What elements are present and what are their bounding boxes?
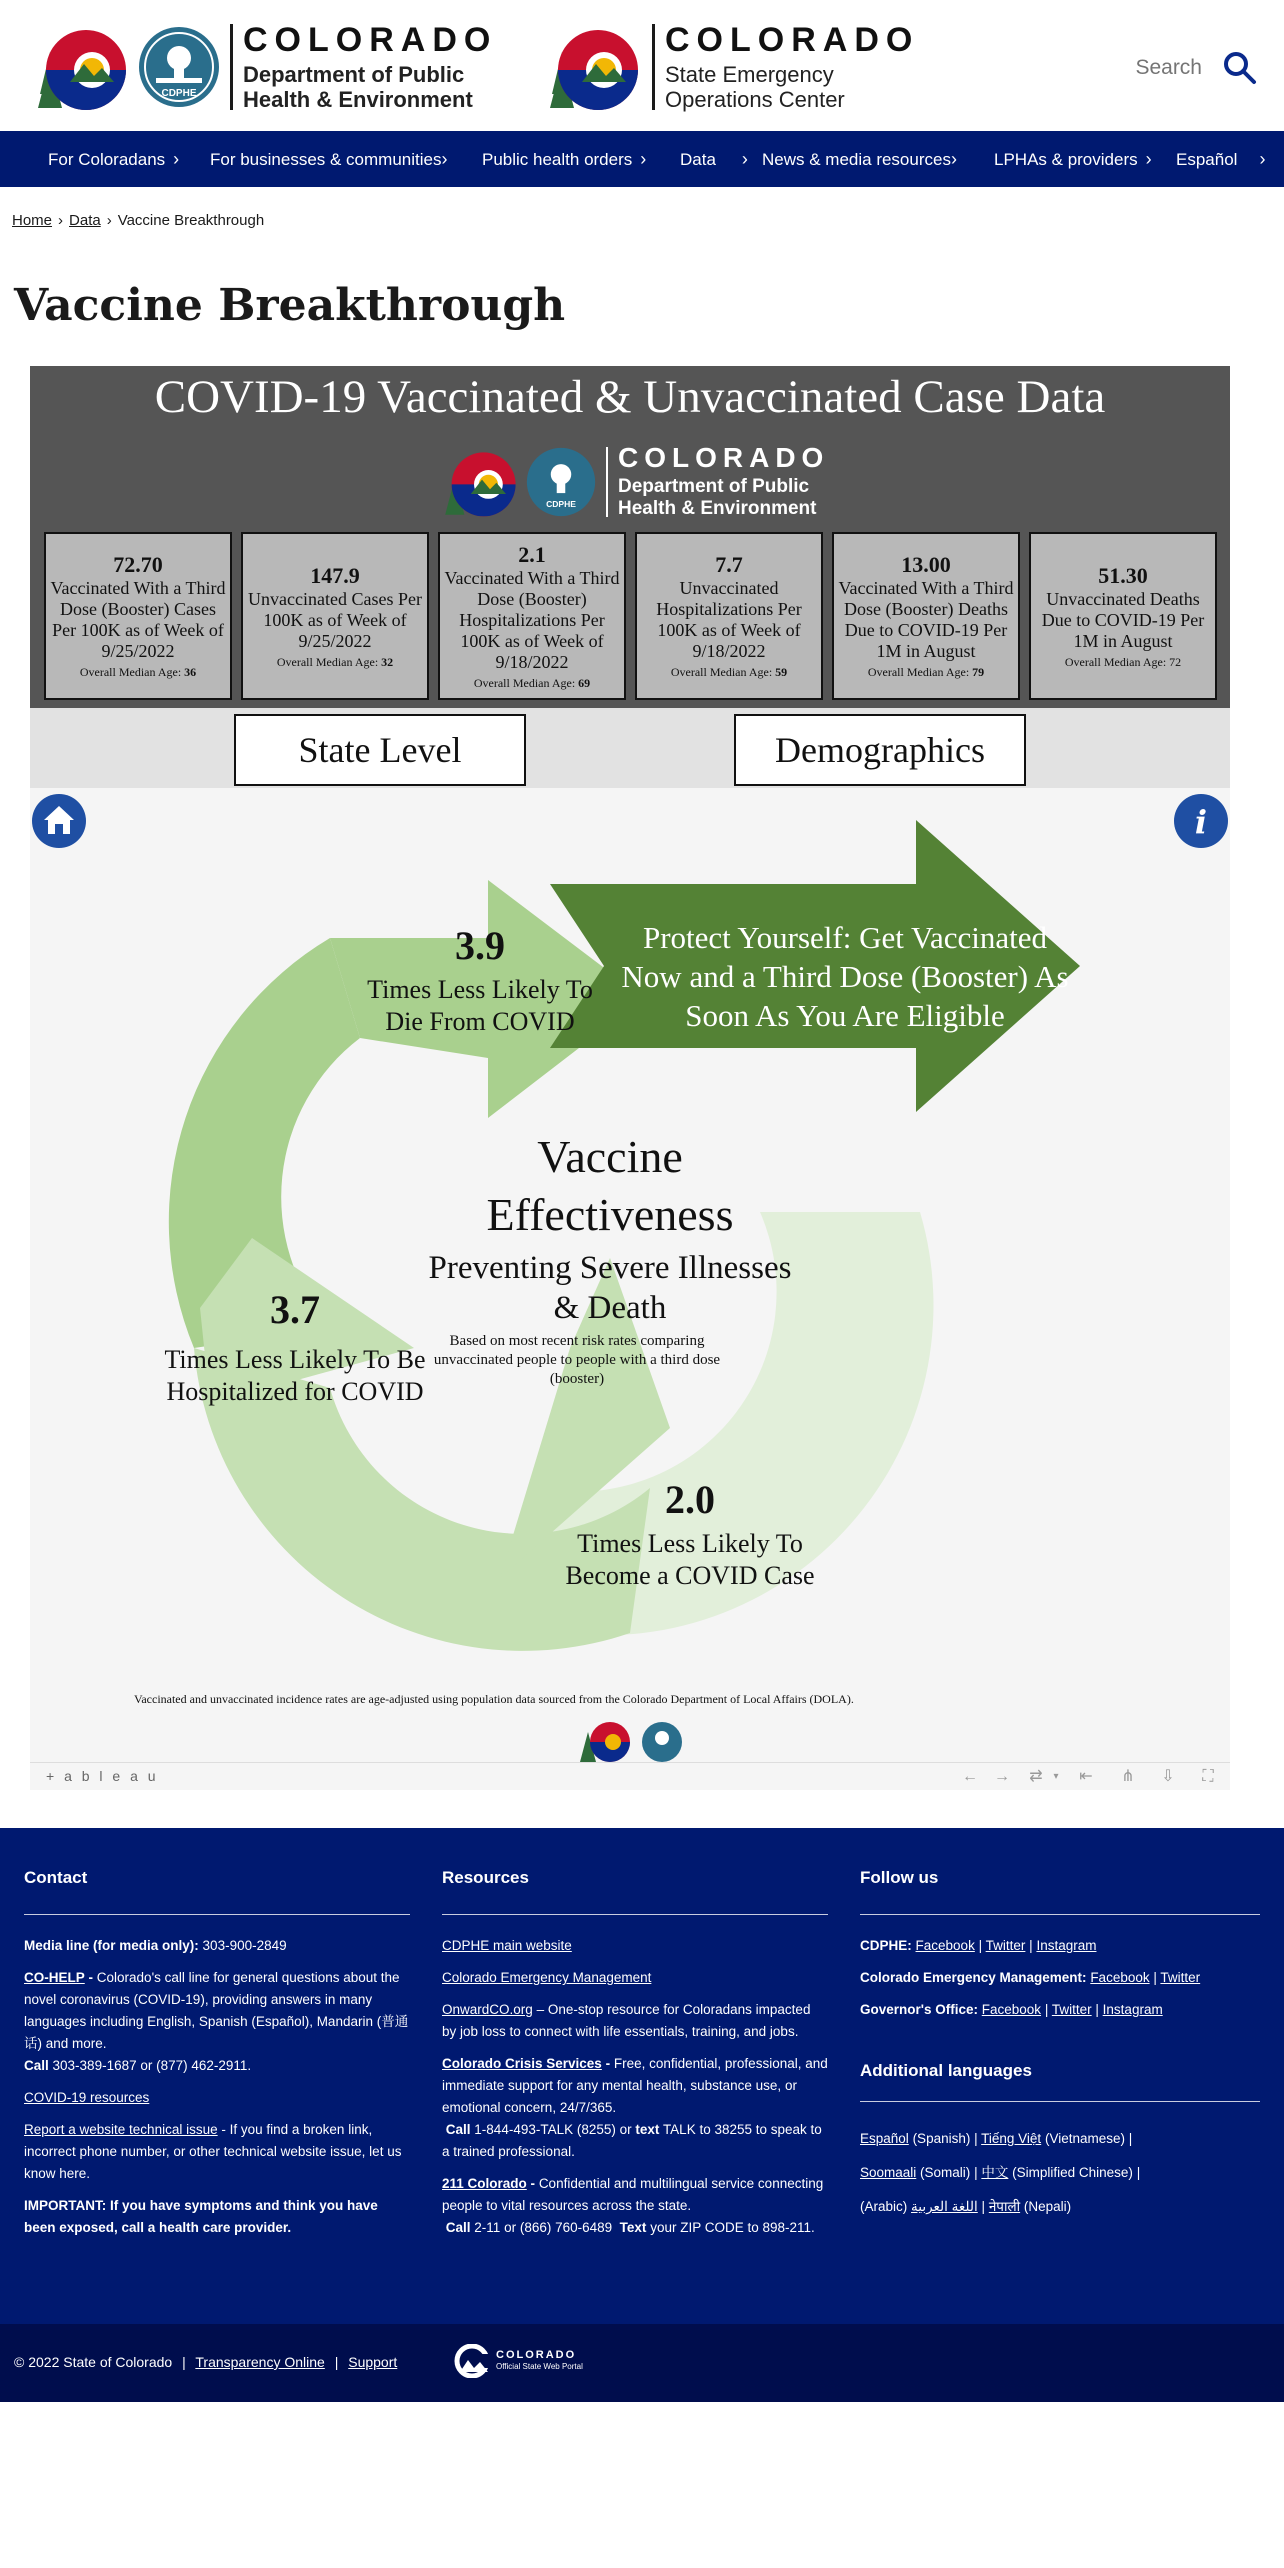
lang-note: (Somali) — [920, 2165, 971, 2180]
lang-note: (Vietnamese) — [1044, 2131, 1125, 2146]
home-icon — [32, 794, 86, 848]
redo-icon[interactable]: → — [994, 1768, 1010, 1785]
footer-follow — [860, 1868, 1260, 2234]
brand-text — [243, 22, 497, 112]
brand-divider — [230, 24, 233, 110]
stat-median — [641, 664, 817, 680]
separator: | — [1044, 2002, 1049, 2017]
tab-state-level[interactable]: State Level — [234, 714, 526, 786]
footer-rule — [24, 1914, 410, 1915]
median-value: 36 — [184, 665, 197, 679]
tableau-toolbar — [30, 1762, 1230, 1790]
crisis-text-label: text — [635, 2122, 660, 2137]
languages-heading: Additional languages — [860, 2061, 1032, 2080]
lang-espanol-link[interactable]: Español — [860, 2131, 909, 2146]
footer-rule — [860, 2101, 1260, 2102]
brand-seoc-line1: State Emergency — [665, 62, 834, 87]
center-subtitle: Preventing Severe Illnesses & Death — [428, 1250, 792, 1326]
cem-link[interactable]: Colorado Emergency Management — [442, 1970, 652, 1985]
report-issue-link[interactable]: Report a website technical issue — [24, 2122, 218, 2137]
median-label: Overall Median Age: — [276, 654, 379, 669]
median-value: 59 — [775, 665, 788, 679]
tab-demographics[interactable]: Demographics — [734, 714, 1026, 786]
breadcrumb — [12, 212, 264, 229]
portal-state: COLORADO — [496, 2349, 577, 2361]
cdphe-main-link[interactable]: CDPHE main website — [442, 1938, 572, 1953]
breadcrumb-separator: › — [106, 212, 112, 229]
footer-bottom-bar — [0, 2324, 1284, 2402]
follow-label: CDPHE: — [860, 1938, 912, 1953]
center-title: Vaccine Effectiveness — [486, 1131, 734, 1240]
stat-card-unvax-cases — [241, 532, 429, 700]
info-button[interactable] — [1174, 794, 1228, 848]
seoc-brand[interactable] — [540, 22, 919, 112]
dashboard-logo-text — [618, 444, 829, 520]
languages-list — [860, 2122, 1260, 2224]
brand-text — [665, 22, 919, 112]
nav-item-espanol[interactable] — [1176, 131, 1265, 187]
co211-call-label: Call — [445, 2220, 471, 2235]
cdphe-twitter-link[interactable]: Twitter — [985, 1938, 1026, 1953]
site-search — [1102, 50, 1258, 86]
page-title: Vaccine Breakthrough — [14, 280, 566, 331]
separator: | — [981, 2199, 986, 2214]
case-value: 2.0 — [665, 1477, 715, 1522]
crisis-text-number: TALK to 38255 to speak to a trained professional. — [442, 2122, 822, 2159]
lang-arabic-link[interactable]: اللغة العربية — [911, 2199, 978, 2214]
nav-item-businesses[interactable] — [210, 131, 447, 187]
site-header — [0, 0, 1284, 131]
tableau-dashboard — [30, 366, 1230, 1790]
chevron-right-icon: › — [950, 149, 957, 169]
footer-contact-heading: Contact — [24, 1868, 88, 1887]
dashboard-logo-line2: Health & Environment — [618, 498, 817, 519]
crisis-link[interactable]: Colorado Crisis Services — [442, 2056, 602, 2071]
stat-card-unvax-deaths — [1029, 532, 1217, 700]
stat-label: Vaccinated With a Third Dose (Booster) Deaths Due to COVID-19 Per 1M in August — [838, 578, 1014, 661]
report-issue — [24, 2119, 410, 2185]
median-value: 69 — [578, 675, 591, 690]
lang-chinese-link[interactable]: 中文 — [981, 2165, 1009, 2180]
separator: | — [1095, 2002, 1099, 2017]
colorado-logo-icon — [28, 22, 130, 112]
important-note — [24, 2195, 410, 2239]
median-value: 32 — [381, 654, 394, 669]
cdphe-seal-icon — [526, 447, 596, 517]
cem — [442, 1967, 828, 1989]
stat-value: 147.9 — [310, 562, 360, 588]
vaccine-effectiveness-graphic — [30, 788, 1230, 1724]
colorado-portal-icon — [454, 2344, 490, 2378]
lang-vietnamese-link[interactable]: Tiếng Việt — [981, 2131, 1042, 2146]
support-link[interactable]: Support — [348, 2354, 398, 2370]
view-tab-strip — [30, 708, 1230, 788]
follow-label: Governor's Office: — [860, 2002, 978, 2017]
search-input[interactable] — [1102, 56, 1202, 80]
nav-item-lphas[interactable] — [994, 131, 1152, 187]
nav-label: Data — [680, 150, 716, 169]
brand-state: COLORADO — [665, 21, 920, 59]
stat-value: 2.1 — [518, 541, 546, 567]
media-phone: 303-900-2849 — [202, 1938, 287, 1953]
call-label: Call — [24, 2058, 49, 2073]
portal-text — [496, 2349, 583, 2373]
brand-dept-line1: Department of Public — [243, 62, 465, 87]
breadcrumb-data[interactable]: Data — [69, 212, 101, 229]
cdphe-badge-text: CDPHE — [546, 498, 576, 509]
lang-note: (Spanish) — [912, 2131, 971, 2146]
nav-item-data[interactable] — [680, 131, 748, 187]
revert-icon[interactable]: ⇄ — [1029, 1768, 1043, 1785]
median-value: 79 — [972, 665, 985, 679]
fullscreen-icon[interactable]: ⛶ — [1202, 1768, 1214, 1785]
stat-median — [1035, 654, 1211, 670]
colorado-logo-icon — [540, 22, 642, 112]
gov-facebook-link[interactable]: Facebook — [981, 2002, 1042, 2017]
crisis-services: Colorado Crisis Services - Free, confidential, professional, and immediate support for any mental health, substance use, or emotional concern, 24/7/365. Call 1-844-493-TALK (8255) or text TALK to 38255 to speak to a trained professional. — [442, 2056, 828, 2159]
chevron-right-icon: › — [441, 149, 448, 169]
mini-colorado-logos-icon — [578, 1718, 688, 1766]
co211-text-label: Text — [619, 2220, 647, 2235]
co211-link[interactable]: 211 Colorado — [442, 2176, 527, 2191]
stat-value: 51.30 — [1098, 562, 1148, 588]
dashboard-logo-state: COLORADO — [618, 442, 830, 473]
center-note: Based on most recent risk rates comparing unvaccinated people to people with a third dose (booster) — [433, 1333, 721, 1387]
separator: | — [974, 2165, 978, 2180]
cdphe-brand[interactable] — [28, 22, 497, 112]
nav-item-public-health-orders[interactable] — [482, 131, 646, 187]
separator: | — [974, 2131, 978, 2146]
footer-legal — [14, 2354, 397, 2370]
stat-label: Unvaccinated Deaths Due to COVID-19 Per 1M in August — [1041, 588, 1205, 651]
gov-twitter-link[interactable]: Twitter — [1051, 2002, 1092, 2017]
case-text: Times Less Likely To Become a COVID Case — [565, 1529, 815, 1590]
footer-follow-heading: Follow us — [860, 1868, 939, 1887]
brand-state: COLORADO — [243, 21, 498, 59]
cohelp-link[interactable]: CO-HELP — [24, 1970, 85, 1985]
co211-text-number: your ZIP CODE to 898-211. — [650, 2220, 815, 2235]
revert-dropdown-icon[interactable]: ▾ — [1053, 1771, 1059, 1782]
brand-seoc-line2: Operations Center — [665, 87, 845, 112]
stat-card-booster-hosp — [438, 532, 626, 700]
co211-number: 2-11 or (866) 760-6489 — [474, 2220, 613, 2235]
dola-footnote: Vaccinated and unvaccinated incidence rates are age-adjusted using population data sourced from the Colorado Department of Local Affairs (DOLA). — [134, 1692, 854, 1706]
median-label: Overall Median Age: — [79, 665, 182, 679]
chevron-right-icon: › — [173, 149, 180, 169]
death-value: 3.9 — [455, 923, 505, 968]
chevron-right-icon: › — [741, 149, 748, 169]
dashboard-cdphe-logo — [430, 442, 850, 522]
hosp-text: Times Less Likely To Be Hospitalized for COVID — [164, 1345, 426, 1406]
undo-icon[interactable]: ← — [962, 1768, 978, 1785]
lang-note: (Nepali) — [1023, 2199, 1072, 2214]
chevron-right-icon: › — [1259, 149, 1266, 169]
chevron-right-icon: › — [1145, 149, 1152, 169]
breadcrumb-current: Vaccine Breakthrough — [117, 212, 265, 229]
info-icon — [1174, 794, 1228, 848]
breadcrumb-separator: › — [58, 212, 64, 229]
footer-rule — [860, 1914, 1260, 1915]
brand-divider — [652, 24, 655, 110]
separator: | — [182, 2354, 186, 2370]
media-label: Media line (for media only): — [24, 1938, 199, 1953]
copyright: © 2022 State of Colorado — [14, 2354, 173, 2370]
brand-dept-line2: Health & Environment — [243, 87, 473, 112]
separator: | — [1029, 1938, 1033, 1953]
transparency-link[interactable]: Transparency Online — [195, 2354, 325, 2370]
lang-nepali-link[interactable]: नेपाली — [988, 2199, 1021, 2214]
lang-note: (Simplified Chinese) — [1012, 2165, 1133, 2180]
share-icon[interactable]: ⋔ — [1121, 1768, 1135, 1785]
cem-facebook-link[interactable]: Facebook — [1090, 1970, 1150, 1985]
median-label: Overall Median Age: — [473, 675, 576, 690]
footer-rule — [442, 1914, 828, 1915]
dashboard-title: COVID-19 Vaccinated & Unvaccinated Case Data — [154, 371, 1106, 423]
home-button[interactable] — [32, 794, 86, 848]
stat-label: Unvaccinated Hospitalizations Per 100K as of Week of 9/18/2022 — [656, 578, 802, 661]
stat-card-unvax-hosp — [635, 532, 823, 700]
crisis-call-label: Call — [445, 2122, 471, 2137]
stat-label: Vaccinated With a Third Dose (Booster) Cases Per 100K as of Week of 9/25/2022 — [50, 578, 226, 661]
search-button[interactable] — [1222, 50, 1258, 86]
onward-text: – One-stop resource for Coloradans impacted by job loss to connect with life essentials, training, and jobs. — [442, 2002, 811, 2039]
download-icon[interactable]: ⇩ — [1161, 1768, 1175, 1785]
median-label: Overall Median Age: — [1064, 654, 1167, 669]
portal-sub: Official State Web Portal — [496, 2362, 583, 2371]
brand-divider — [606, 447, 608, 517]
cdphe-badge-text: CDPHE — [161, 88, 197, 99]
protect-text: Protect Yourself: Get Vaccinated Now and a Third Dose (Booster) As Soon As You Are Eligible — [621, 920, 1069, 1033]
lang-somali-link[interactable]: Soomaali — [860, 2165, 917, 2180]
follow-cdphe — [860, 1935, 1260, 1957]
gov-instagram-link[interactable]: Instagram — [1102, 2002, 1163, 2017]
nav-item-news[interactable] — [762, 131, 957, 187]
separator: | — [1153, 1970, 1157, 1985]
covid-resources — [24, 2087, 410, 2109]
hosp-value: 3.7 — [270, 1287, 320, 1332]
median-label: Overall Median Age: — [867, 665, 970, 679]
site-footer — [0, 1828, 1284, 2324]
death-text: Times Less Likely To Die From COVID — [367, 975, 593, 1036]
co211: 211 Colorado - Confidential and multilingual service connecting people to vital resources across the state. Call 2-11 or (866) 760-6489 Text your ZIP CODE to 898-211. — [442, 2176, 824, 2235]
important-text: IMPORTANT: If you have symptoms and think you have been exposed, call a health care provider. — [24, 2198, 378, 2235]
nav-label: LPHAs & providers — [994, 150, 1138, 169]
follow-governor — [860, 1999, 1260, 2021]
separator: | — [334, 2354, 339, 2370]
nav-label: For businesses & communities — [210, 150, 442, 169]
cem-twitter-link[interactable]: Twitter — [1160, 1970, 1201, 1985]
separator: | — [978, 1938, 983, 1953]
main-nav — [0, 131, 1284, 187]
stat-card-booster-cases — [44, 532, 232, 700]
footer-contact — [24, 1868, 410, 2249]
crisis-number: 1-844-493-TALK (8255) or — [474, 2122, 632, 2137]
stat-median — [444, 675, 620, 691]
onward-link[interactable]: OnwardCO.org — [442, 2002, 533, 2017]
separator: | — [1128, 2131, 1133, 2146]
dashboard-header-panel — [30, 366, 1230, 708]
stat-median — [838, 664, 1014, 680]
reset-icon[interactable]: ⇤ — [1079, 1768, 1093, 1785]
stat-card-booster-deaths — [832, 532, 1020, 700]
nav-label: Español — [1176, 150, 1238, 169]
media-line — [24, 1935, 410, 1957]
cdphe-facebook-link[interactable]: Facebook — [915, 1938, 975, 1953]
chevron-right-icon: › — [640, 149, 647, 169]
stat-median — [50, 664, 226, 680]
nav-label: For Coloradans — [48, 150, 166, 169]
covid-resources-link[interactable]: COVID-19 resources — [24, 2090, 150, 2105]
breadcrumb-home[interactable]: Home — [12, 212, 53, 229]
cdphe-seal-icon — [138, 26, 220, 108]
cdphe-instagram-link[interactable]: Instagram — [1036, 1938, 1097, 1953]
cohelp-numbers: 303-389-1687 or (877) 462-2911. — [52, 2058, 252, 2073]
stat-label: Vaccinated With a Third Dose (Booster) Hospitalizations Per 100K as of Week of 9/18/2022 — [444, 567, 620, 672]
co211-text: Confidential and multilingual service connecting people to vital resources across the state. — [442, 2176, 824, 2213]
median-value: 72 — [1169, 654, 1182, 669]
lang-note: (Arabic) — [860, 2199, 908, 2214]
stat-value: 7.7 — [715, 552, 743, 577]
stat-value: 72.70 — [113, 552, 163, 577]
state-portal-logo[interactable] — [454, 2344, 583, 2378]
median-label: Overall Median Age: — [670, 665, 773, 679]
stat-label: Unvaccinated Cases Per 100K as of Week of 9/25/2022 — [248, 588, 422, 651]
stat-value: 13.00 — [901, 552, 951, 577]
cdphe-main — [442, 1935, 828, 1957]
stat-median — [247, 654, 423, 670]
nav-label: News & media resources — [762, 150, 951, 169]
cohelp-text: CO-HELP - Colorado's call line for general questions about the novel coronavirus (COVID-19), providing answers in many languages including English, Spanish (Español), Mandarin (普通话) and more. Call 303-389-1687 or (877) 462-2911. — [24, 1970, 409, 2073]
follow-label: Colorado Emergency Management: — [860, 1970, 1087, 1985]
footer-resources-heading: Resources — [442, 1868, 529, 1887]
dashboard-logo-line1: Department of Public — [618, 476, 810, 497]
colorado-logo-icon — [430, 446, 526, 518]
search-icon — [1222, 50, 1258, 86]
svg-text:i: i — [1194, 803, 1208, 841]
separator: | — [1136, 2165, 1141, 2180]
crisis-text: Free, confidential, professional, and immediate support for any mental health, substance use, or emotional concern, 24/7/365. — [442, 2056, 828, 2115]
footer-resources — [442, 1868, 828, 2249]
nav-item-for-coloradans[interactable] — [48, 131, 179, 187]
nav-label: Public health orders — [482, 150, 633, 169]
onward — [442, 1999, 828, 2043]
report-issue-text: - If you find a broken link, incorrect phone number, or other technical website issue, let us know here. — [24, 2122, 402, 2181]
cohelp-description: Colorado's call line for general questions about the novel coronavirus (COVID-19), providing answers in many languages including English, Spanish (Español), Mandarin (普通话) and more. — [24, 1970, 409, 2051]
follow-cem — [860, 1967, 1260, 1989]
tableau-brand[interactable]: + a b l e a u — [46, 1768, 159, 1784]
